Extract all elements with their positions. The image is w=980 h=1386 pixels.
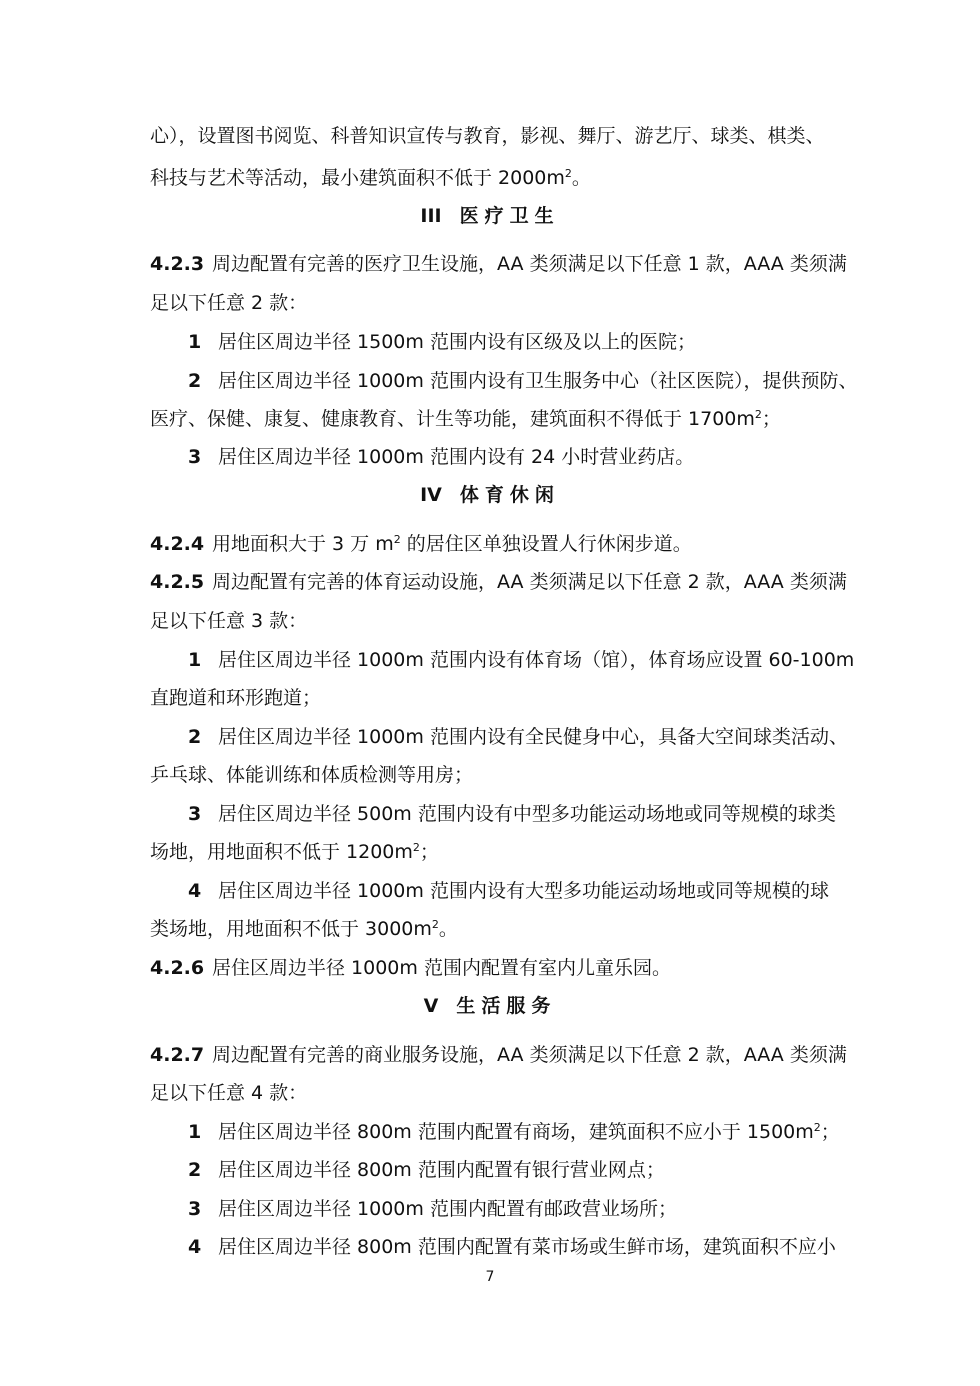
page-number: 7 <box>485 1269 495 1285</box>
clause-4-2-7-line-1: 4.2.7 周边配置有完善的商业服务设施，AA 类须满足以下任意 2 款，AAA 类须满 <box>150 1044 847 1066</box>
clause-4-2-3-line-1: 4.2.3 周边配置有完善的医疗卫生设施，AA 类须满足以下任意 1 款，AAA 类须满 <box>150 253 847 275</box>
section-heading-life-services: V 生活服务 <box>423 995 557 1017</box>
life-item-1: 1 居住区周边半径 800m 范围内配置有商场，建筑面积不应小于 $1500m^2$； <box>188 1121 840 1143</box>
sports-item-2-line-1: 2 居住区周边半径 1000m 范围内设有全民健身中心，具备大空间球类活动、 <box>188 726 848 748</box>
clause-4-2-5-line-2: 足以下任意 3 款： <box>150 610 308 632</box>
life-item-3: 3 居住区周边半径 1000m 范围内配置有邮政营业场所； <box>188 1198 677 1220</box>
medical-item-2-line-2: 医疗、保健、康复、健康教育、计生等功能，建筑面积不得低于 $1700m^2$； <box>150 408 781 430</box>
sports-item-3-line-2: 场地，用地面积不低于 $1200m^2$； <box>150 841 439 863</box>
medical-item-2-line-1: 2 居住区周边半径 1000m 范围内设有卫生服务中心（社区医院），提供预防、 <box>188 370 858 392</box>
sports-item-4-line-2: 类场地，用地面积不低于 $3000m^2$。 <box>150 918 458 940</box>
clause-4-2-3-line-2: 足以下任意 2 款： <box>150 292 308 314</box>
section-heading-medical: III 医疗卫生 <box>420 205 560 227</box>
medical-item-1: 1 居住区周边半径 1500m 范围内设有区级及以上的医院； <box>188 331 696 353</box>
sports-item-1-line-1: 1 居住区周边半径 1000m 范围内设有体育场（馆），体育场应设置 60-100m <box>188 649 855 671</box>
clause-4-2-7-line-2: 足以下任意 4 款： <box>150 1082 308 1104</box>
section-heading-sports: IV 体育休闲 <box>420 484 560 506</box>
medical-item-3: 3 居住区周边半径 1000m 范围内设有 24 小时营业药店。 <box>188 446 695 468</box>
sports-item-1-line-2: 直跑道和环形跑道； <box>150 687 322 709</box>
paragraph-continuation-line-1: 心），设置图书阅览、科普知识宣传与教育，影视、舞厅、游艺厅、球类、棋类、 <box>150 125 825 147</box>
clause-4-2-6: 4.2.6 居住区周边半径 1000m 范围内配置有室内儿童乐园。 <box>150 957 671 979</box>
sports-item-3-line-1: 3 居住区周边半径 500m 范围内设有中型多功能运动场地或同等规模的球类 <box>188 803 836 825</box>
life-item-4: 4 居住区周边半径 800m 范围内配置有菜市场或生鲜市场，建筑面积不应小 <box>188 1236 836 1258</box>
life-item-2: 2 居住区周边半径 800m 范围内配置有银行营业网点； <box>188 1159 665 1181</box>
sports-item-2-line-2: 乒乓球、体能训练和体质检测等用房； <box>150 764 474 786</box>
clause-4-2-4: 4.2.4 用地面积大于 3 万 $m^2$ 的居住区单独设置人行休闲步道。 <box>150 533 692 555</box>
paragraph-continuation-line-2: 科技与艺术等活动，最小建筑面积不低于 $2000m^2$。 <box>150 167 591 189</box>
sports-item-4-line-1: 4 居住区周边半径 1000m 范围内设有大型多功能运动场地或同等规模的球 <box>188 880 829 902</box>
clause-4-2-5-line-1: 4.2.5 周边配置有完善的体育运动设施，AA 类须满足以下任意 2 款，AAA 类须满 <box>150 571 847 593</box>
